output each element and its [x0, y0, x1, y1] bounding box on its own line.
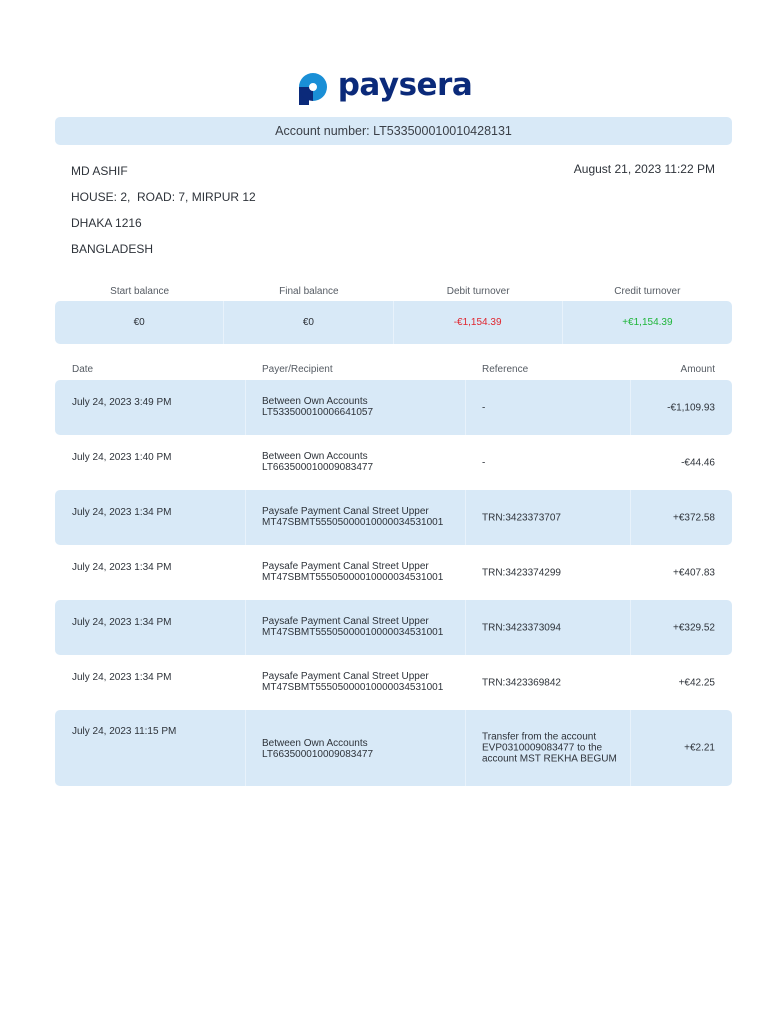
credit-turnover-label: Credit turnover: [614, 286, 681, 297]
holder-country: BANGLADESH: [71, 242, 154, 256]
account-number: Account number: LT533500010010428131: [275, 124, 512, 138]
payer-account: MT47SBMT55505000010000034531001: [262, 517, 444, 528]
reference-column-header: Reference: [482, 364, 529, 375]
transaction-reference: TRN:3423374299: [482, 567, 561, 578]
transaction-reference: TRN:3423373094: [482, 622, 561, 633]
transactions-table: [55, 380, 732, 786]
transaction-amount: +€407.83: [673, 567, 715, 578]
transaction-amount: +€372.58: [673, 512, 715, 523]
transaction-payer: [262, 506, 443, 528]
balance-headers: [55, 286, 732, 297]
holder-address-line1: HOUSE: 2, ROAD: 7, MIRPUR 12: [71, 190, 256, 204]
final-balance-value: €0: [224, 301, 393, 344]
holder-name: MD ASHIF: [71, 164, 128, 178]
transaction-amount: -€44.46: [681, 457, 715, 468]
table-row: [55, 655, 732, 710]
account-holder: [71, 164, 256, 268]
payer-account: LT663500010009083477: [262, 749, 374, 760]
transaction-date: July 24, 2023 1:34 PM: [72, 562, 172, 573]
payer-name: Between Own Accounts: [262, 396, 368, 407]
transaction-amount: -€1,109.93: [667, 402, 715, 413]
payer-name: Paysafe Payment Canal Street Upper: [262, 616, 429, 627]
date-column-header: Date: [72, 364, 94, 375]
table-row: [55, 380, 732, 435]
transaction-reference: TRN:3423373707: [482, 512, 561, 523]
paysera-logo-icon: [296, 67, 330, 107]
transaction-reference: -: [482, 402, 486, 413]
transaction-amount: +€2.21: [684, 742, 715, 754]
paysera-logo: [0, 66, 768, 108]
debit-turnover-value: -€1,154.39: [394, 301, 563, 344]
payer-account: MT47SBMT55505000010000034531001: [262, 627, 444, 638]
payer-name: Paysafe Payment Canal Street Upper: [262, 671, 429, 682]
transaction-date: July 24, 2023 1:34 PM: [72, 507, 172, 518]
transaction-date: July 24, 2023 11:15 PM: [72, 726, 177, 737]
credit-turnover-value: +€1,154.39: [622, 317, 673, 328]
payer-account: LT533500010006641057: [262, 407, 374, 418]
start-balance-value: €0: [55, 301, 224, 344]
transactions-header: [55, 364, 732, 378]
final-balance-label: Final balance: [279, 286, 339, 297]
account-number-bar: [55, 117, 732, 145]
debit-turnover-label: Debit turnover: [446, 286, 510, 297]
transaction-date: July 24, 2023 1:40 PM: [72, 452, 172, 463]
brand-name: paysera: [337, 66, 473, 103]
transaction-payer: [262, 396, 373, 418]
amount-column-header: Amount: [680, 364, 715, 375]
statement-date: August 21, 2023 11:22 PM: [573, 162, 715, 176]
transaction-amount: +€329.52: [673, 622, 715, 633]
table-row: [55, 435, 732, 490]
transaction-reference: Transfer from the account EVP0310009083477 to the account MST REKHA BEGUM: [482, 731, 617, 765]
holder-address-line2: DHAKA 1216: [71, 216, 142, 230]
transaction-reference: TRN:3423369842: [482, 677, 561, 688]
payer-name: Between Own Accounts: [262, 451, 368, 462]
payer-column-header: Payer/Recipient: [262, 364, 333, 375]
payer-account: MT47SBMT55505000010000034531001: [262, 572, 444, 583]
table-row: [55, 710, 732, 786]
transaction-payer: [262, 738, 373, 760]
transaction-date: July 24, 2023 3:49 PM: [72, 397, 172, 408]
payer-name: Paysafe Payment Canal Street Upper: [262, 561, 429, 572]
transaction-payer: [262, 671, 443, 693]
payer-account: LT663500010009083477: [262, 462, 374, 473]
table-row: [55, 490, 732, 545]
transaction-amount: +€42.25: [678, 677, 715, 688]
table-row: [55, 600, 732, 655]
transaction-date: July 24, 2023 1:34 PM: [72, 617, 172, 628]
table-row: [55, 545, 732, 600]
start-balance-label: Start balance: [110, 286, 170, 297]
transaction-payer: [262, 451, 373, 473]
transaction-payer: [262, 616, 443, 638]
payer-account: MT47SBMT55505000010000034531001: [262, 682, 444, 693]
transaction-reference: -: [482, 457, 486, 468]
payer-name: Between Own Accounts: [262, 738, 368, 749]
balance-summary: [55, 301, 732, 344]
transaction-payer: [262, 561, 443, 583]
payer-name: Paysafe Payment Canal Street Upper: [262, 506, 429, 517]
transaction-date: July 24, 2023 1:34 PM: [72, 672, 172, 683]
